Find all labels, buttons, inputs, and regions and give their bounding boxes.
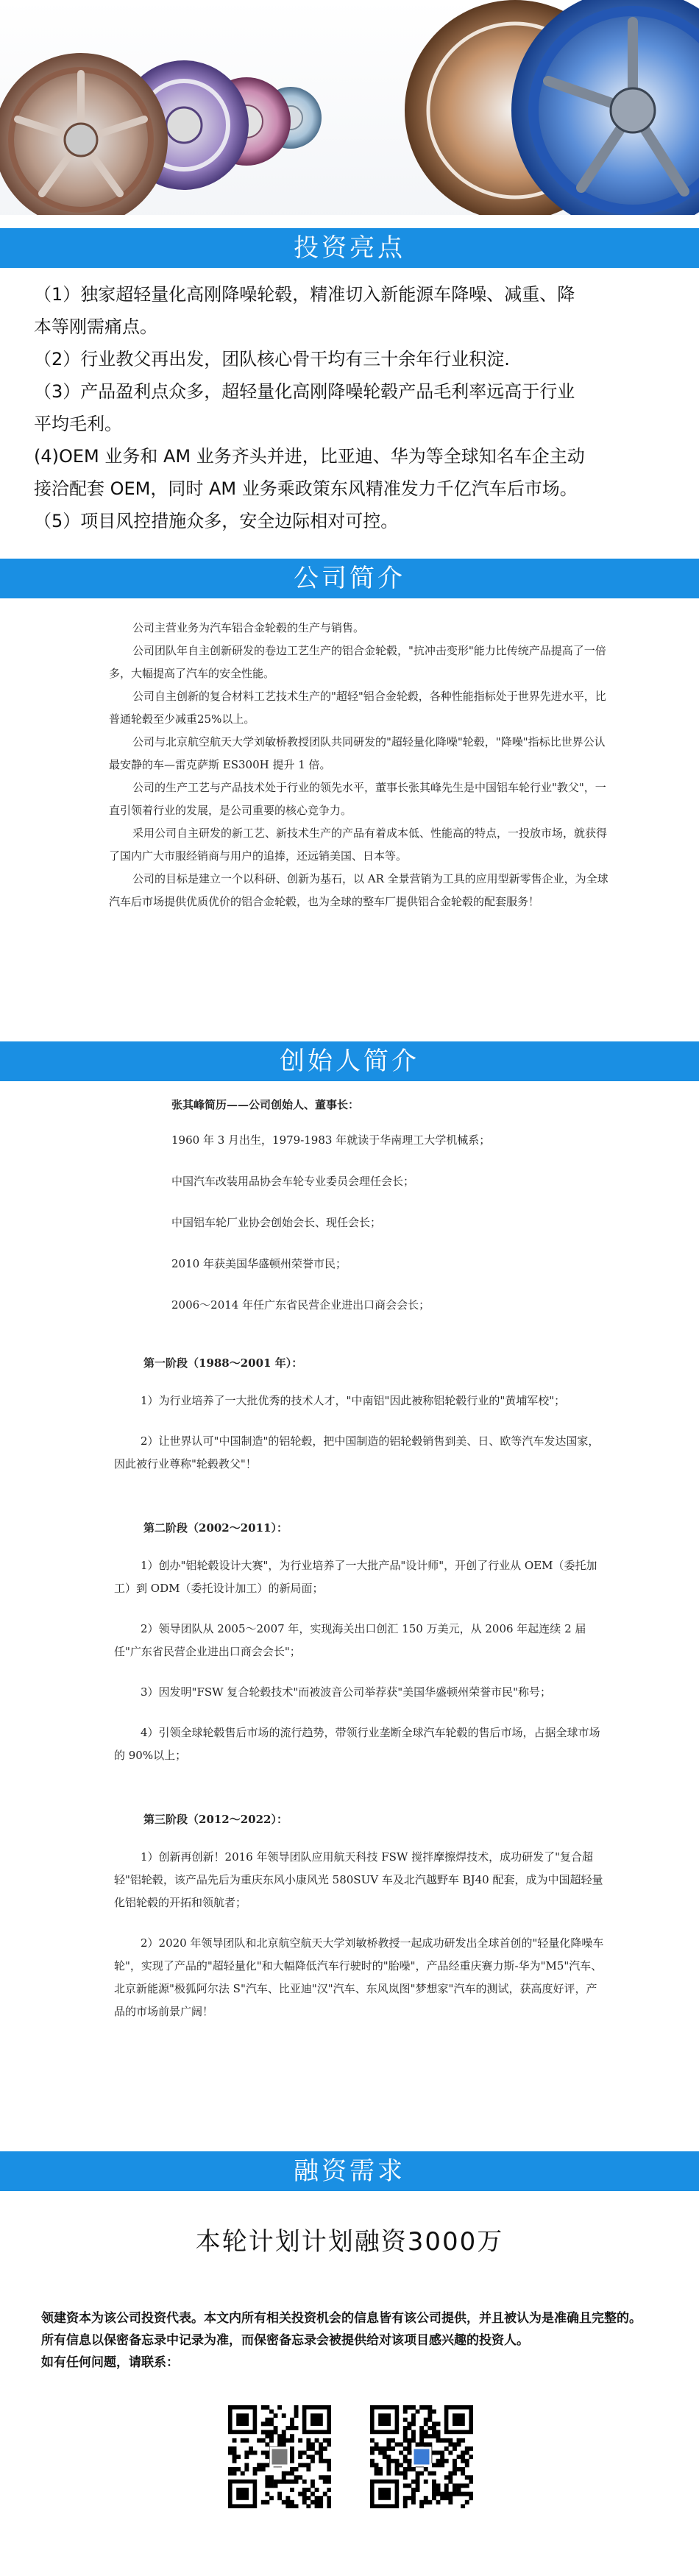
- company-paragraph: 公司团队年自主创新研发的卷边工艺生产的铝合金轮毂，"抗冲击变形"能力比传统产品提高了一倍多，大幅提高了汽车的安全性能。: [109, 644, 606, 680]
- stage-title: 第二阶段（2002～2011）：: [143, 1521, 288, 1535]
- company-paragraph: 采用公司自主研发的新工艺、新技术生产的产品有着成本低、性能高的特点，一投放市场，就获得了国内广大市服经销商与用户的追捧，还远销美国、日本等。: [109, 827, 608, 863]
- disclaimer: [41, 2307, 681, 2374]
- company-intro: [109, 617, 609, 913]
- qr-code-image: [228, 2405, 331, 2508]
- stage-title: 第三阶段（2012～2022）：: [143, 1813, 288, 1826]
- company-paragraph: 公司的生产工艺与产品技术处于行业的领先水平，董事长张其峰先生是中国铝车轮行业"教父"，一直引领着行业的发展，是公司重要的核心竞争力。: [109, 781, 606, 817]
- highlight-line: （1）独家超轻量化高刚降噪轮毂，精准切入新能源车降噪、减重、降: [34, 284, 575, 305]
- qr-code-left: [228, 2405, 331, 2508]
- highlights-list: [34, 278, 667, 537]
- highlight-line: 接洽配套 OEM，同时 AM 业务乘政策东风精准发力千亿汽车后市场。: [34, 478, 578, 499]
- stage-item: 4）引领全球轮毂售后市场的流行趋势，带领行业垄断全球汽车轮毂的售后市场，占据全球市场的 90%以上；: [114, 1726, 600, 1762]
- section-bar-founder: [0, 1041, 699, 1081]
- disclaimer-line: 所有信息以保密备忘录中记录为准，而保密备忘录会被提供给对该项目感兴趣的投资人。: [41, 2333, 529, 2348]
- founder-bio: [114, 1131, 607, 1314]
- bio-line: 中国汽车改装用品协会车轮专业委员会理任会长；: [171, 1175, 415, 1188]
- highlight-line: （5）项目风控措施众多，安全边际相对可控。: [34, 511, 399, 531]
- highlight-line: （3）产品盈利点众多，超轻量化高刚降噪轮毂产品毛利率远高于行业: [34, 381, 575, 402]
- company-paragraph: 公司主营业务为汽车铝合金轮毂的生产与销售。: [132, 621, 365, 634]
- disclaimer-line: 领建资本为该公司投资代表。本文内所有相关投资机会的信息皆有该公司提供，并且被认为是准确且完整的。: [41, 2311, 642, 2326]
- disclaimer-line: 如有任何问题，请联系：: [41, 2355, 179, 2370]
- funding-amount: 本轮计划计划融资3000万: [195, 2227, 504, 2257]
- highlight-line: （2）行业教父再出发，团队核心骨干均有三十余年行业积淀.: [34, 349, 510, 369]
- section-title-funding: 融资需求: [294, 2156, 405, 2186]
- bio-line: 2010 年获美国华盛顿州荣誉市民；: [171, 1257, 347, 1270]
- section-title-highlights: 投资亮点: [294, 233, 405, 263]
- section-bar-company: [0, 559, 699, 598]
- hero-banner-wheels: [0, 0, 699, 221]
- stage-item: 2）让世界认可"中国制造"的铝轮毂，把中国制造的铝轮毂销售到美、日、欧等汽车发达国家，因此被行业尊称"轮毂教父"！: [114, 1434, 600, 1471]
- wheels-illustration: [0, 0, 699, 221]
- stage-title: 第一阶段（1988～2001 年）：: [143, 1356, 303, 1370]
- stage-one: [114, 1355, 607, 1476]
- founder-profile: [114, 1097, 607, 2041]
- stage-two: [114, 1520, 607, 1767]
- section-title-founder: 创始人简介: [280, 1047, 419, 1076]
- company-paragraph: 公司的目标是建立一个以科研、创新为基石，以 AR 全景营销为工具的应用型新零售企业，为全球汽车后市场提供优质优价的铝合金轮毂，也为全球的整车厂提供铝合金轮毂的配套服务！: [109, 872, 608, 908]
- stage-item: 2）2020 年领导团队和北京航空航天大学刘敏桥教授一起成功研发出全球首创的"轻量化降噪车轮"，实现了产品的"超轻量化"和大幅降低汽车行驶时的"胎噪"，产品经重庆赛力斯-华为"M5"汽车、北京新能源"极狐阿尔法 S"汽车、比亚迪"汉"汽车、东风岚图"梦想家"汽车的测试，获高度好评，产品的市场前景广阔！: [114, 1936, 604, 2018]
- stage-item: 3）因发明"FSW 复合轮毂技术"而被波音公司举荐获"美国华盛顿州荣誉市民"称号；: [141, 1685, 552, 1699]
- stage-item: 1）创办"铝轮毂设计大赛"，为行业培养了一大批产品"设计师"，开创了行业从 OEM（委托加工）到 ODM（委托设计加工）的新局面；: [114, 1559, 597, 1595]
- wheel-blue-large: [511, 0, 699, 221]
- highlight-line: (4)OEM 业务和 AM 业务齐头并进，比亚迪、华为等全球知名车企主动: [34, 446, 585, 467]
- company-paragraph: 公司与北京航空航天大学刘敏桥教授团队共同研发的"超轻量化降噪"轮毂，"降噪"指标比世界公认最安静的车—雷克萨斯 ES300H 提升 1 倍。: [109, 735, 606, 771]
- section-bar-funding: [0, 2151, 699, 2191]
- bio-line: 中国铝车轮厂业协会创始会长、现任会长；: [171, 1216, 382, 1229]
- bio-line: 2006～2014 年任广东省民营企业进出口商会会长；: [171, 1298, 430, 1312]
- highlight-line: 本等刚需痛点。: [34, 316, 157, 337]
- section-title-company: 公司简介: [294, 564, 405, 593]
- section-bar-highlights: [0, 228, 699, 268]
- qr-code-image: [370, 2405, 473, 2508]
- company-paragraph: 公司自主创新的复合材料工艺技术生产的"超轻"铝合金轮毂，各种性能指标处于世界先进水平，比普通轮毂至少减重25%以上。: [109, 690, 606, 726]
- stage-item: 1）创新再创新！2016 年领导团队应用航天科技 FSW 搅拌摩擦焊技术，成功研发了"复合超轻"铝轮毂，该产品先后为重庆东风小康风光 580SUV 车及北汽越野车 BJ40 配套，成为中国超轻量化铝轮毂的开拓和领航者；: [114, 1850, 603, 1909]
- qr-code-right: [370, 2405, 473, 2508]
- founder-heading: 张其峰简历——公司创始人、董事长：: [171, 1098, 360, 1111]
- highlight-line: 平均毛利。: [34, 414, 122, 434]
- bio-line: 1960 年 3 月出生，1979-1983 年就读于华南理工大学机械系；: [171, 1133, 491, 1147]
- stage-item: 1）为行业培养了一大批优秀的技术人才，"中南铝"因此被称铝轮毂行业的"黄埔军校"；: [141, 1394, 566, 1407]
- stage-three: [114, 1811, 607, 2023]
- stage-item: 2）领导团队从 2005～2007 年，实现海关出口创汇 150 万美元，从 2006 年起连续 2 届任"广东省民营企业进出口商会会长"；: [114, 1622, 586, 1658]
